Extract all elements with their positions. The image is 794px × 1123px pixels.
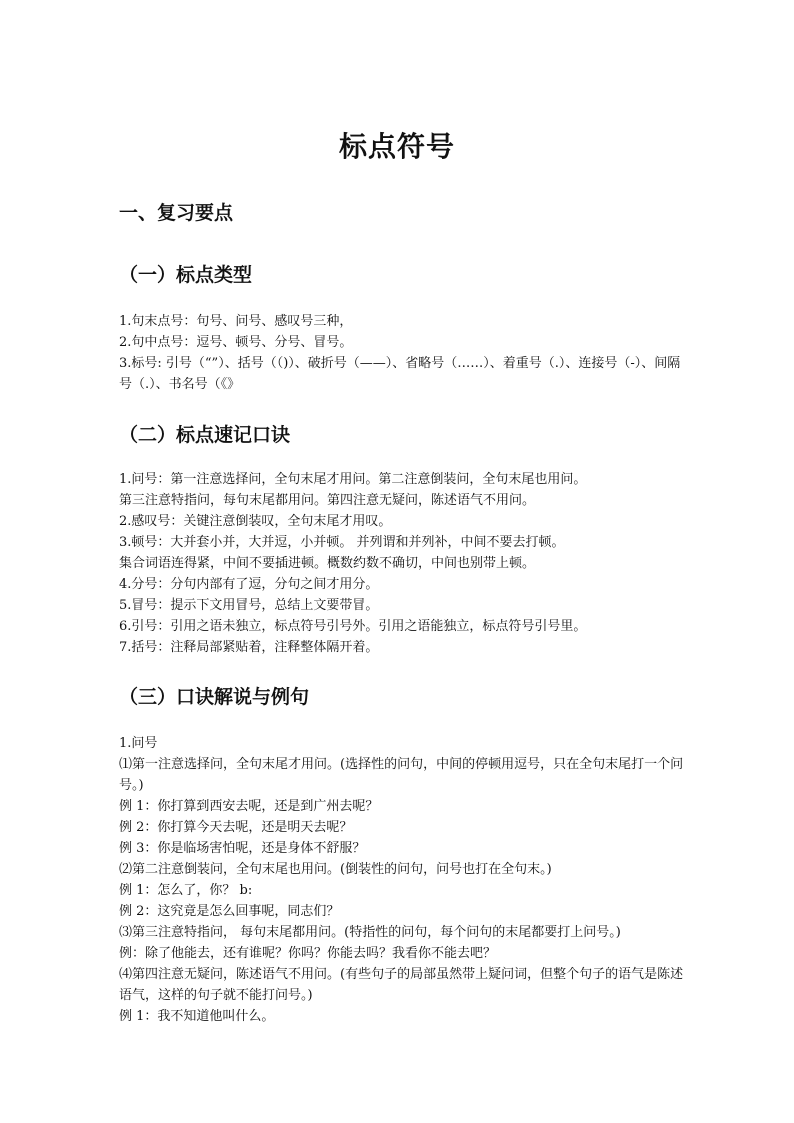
list-item: 5.冒号：提示下文用冒号，总结上文要带冒。 bbox=[119, 598, 379, 613]
list-item: ⑵第二注意倒装问，全句末尾也用问。(倒装性的问句，问号也打在全句末。) bbox=[119, 862, 552, 877]
subsection-heading-mnemonics: （二）标点速记口诀 bbox=[119, 424, 291, 446]
list-item: 1.问号 bbox=[119, 736, 158, 751]
list-item: 4.分号：分句内部有了逗，分句之间才用分。 bbox=[119, 577, 379, 592]
list-item: 集合词语连得紧，中间不要插进顿。概数约数不确切，中间也别带上顿。 bbox=[119, 556, 536, 571]
page-title: 标点符号 bbox=[338, 130, 455, 163]
list-item: ⑴第一注意选择问，全句末尾才用问。(选择性的问句，中间的停顿用逗号，只在全句末尾打一个问号。) bbox=[119, 757, 684, 793]
list-item: 第三注意特指问，每句末尾都用问。第四注意无疑问，陈述语气不用问。 bbox=[119, 493, 536, 508]
explanations-list bbox=[119, 733, 685, 1027]
list-item: 1.问号：第一注意选择问，全句末尾才用问。第二注意倒装问，全句末尾也用问。 bbox=[119, 472, 587, 487]
list-item: 例 1：我不知道他叫什么。 bbox=[119, 1009, 275, 1024]
list-item: 6.引号：引用之语未独立，标点符号引号外。引用之语能独立，标点符号引号里。 bbox=[119, 619, 587, 634]
list-item: 例 3：你是临场害怕呢，还是身体不舒服？ bbox=[119, 841, 366, 856]
list-item: 3.顿号：大并套小并，大并逗，小并顿。 并列谓和并列补，中间不要去打顿。 bbox=[119, 535, 565, 550]
list-item: ⑷第四注意无疑问，陈述语气不用问。(有些句子的局部虽然带上疑问词，但整个句子的语气是陈述语气，这样的句子就不能打问号。) bbox=[119, 967, 684, 1003]
punctuation-types-list bbox=[119, 311, 685, 395]
list-item: 例 1：你打算到西安去呢，还是到广州去呢？ bbox=[119, 799, 379, 814]
list-item: 例 1：怎么了，你？ b: bbox=[119, 883, 253, 898]
list-item: 2.句中点号：逗号、顿号、分号、冒号。 bbox=[119, 335, 353, 350]
list-item: 2.感叹号：关键注意倒装叹，全句末尾才用叹。 bbox=[119, 514, 392, 529]
list-item: 例：除了他能去，还有谁呢？你吗？你能去吗？我看你不能去吧？ bbox=[119, 946, 497, 961]
subsection-heading-punctuation-types: （一）标点类型 bbox=[119, 264, 253, 286]
list-item: 3.标号: 引号（“”）、括号（（)）、破折号（——）、省略号（……）、着重号（.）、连接号（-）、间隔号（.）、书名号（《》 bbox=[119, 356, 681, 392]
subsection-heading-explanations: （三）口诀解说与例句 bbox=[119, 686, 310, 708]
list-item: 7.括号：注释局部紧贴着，注释整体隔开着。 bbox=[119, 640, 379, 655]
list-item: 例 2：这究竟是怎么回事呢，同志们？ bbox=[119, 904, 340, 919]
list-item: 例 2：你打算今天去呢，还是明天去呢？ bbox=[119, 820, 353, 835]
list-item: ⑶第三注意特指问， 每句末尾都用问。(特指性的问句，每个问句的末尾都要打上问号。) bbox=[119, 925, 621, 940]
list-item: 1.句末点号：句号、问号、感叹号三种， bbox=[119, 314, 353, 329]
section-heading-review-points: 一、复习要点 bbox=[119, 202, 234, 224]
mnemonics-list bbox=[119, 469, 685, 658]
